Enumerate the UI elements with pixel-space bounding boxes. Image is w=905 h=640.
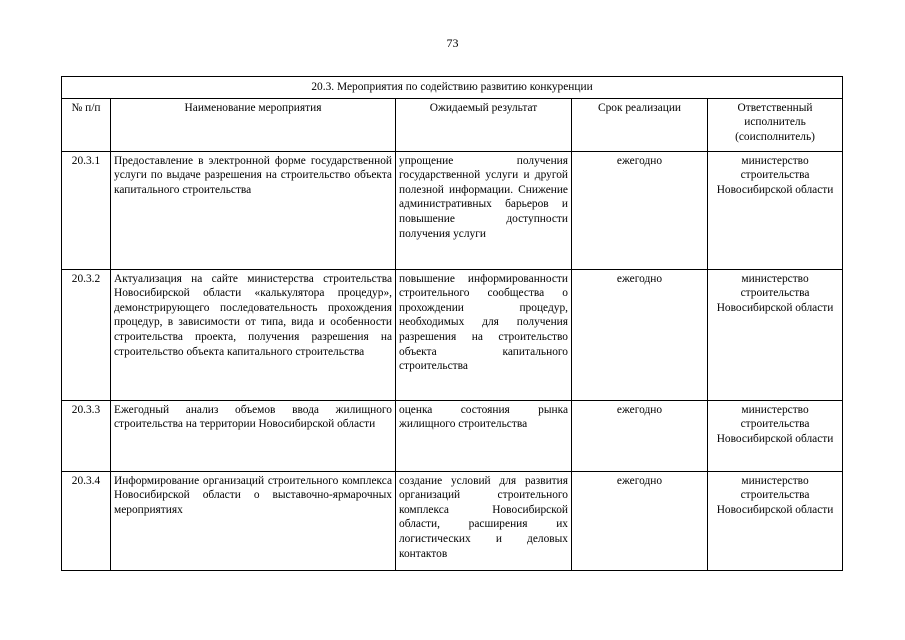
row-executor: министерство строительства Новосибирской области [708, 400, 843, 471]
row-term: ежегодно [572, 151, 708, 269]
row-term: ежегодно [572, 400, 708, 471]
row-executor: министерство строительства Новосибирской области [708, 471, 843, 570]
header-result: Ожидаемый результат [396, 98, 572, 151]
section-title: 20.3. Мероприятия по содействию развитию конкуренции [62, 77, 843, 99]
row-num: 20.3.2 [62, 269, 111, 400]
header-executor: Ответственный исполнитель (соисполнитель) [708, 98, 843, 151]
table-row [62, 400, 843, 471]
row-result: оценка состояния рынка жилищного строительства [396, 400, 572, 471]
page-number: 73 [446, 36, 459, 50]
table-row [62, 269, 843, 400]
row-name: Информирование организаций строительного комплекса Новосибирской области о выставочно-ярмарочных мероприятиях [111, 471, 396, 570]
row-name: Ежегодный анализ объемов ввода жилищного строительства на территории Новосибирской области [111, 400, 396, 471]
row-executor: министерство строительства Новосибирской области [708, 151, 843, 269]
measures-table [61, 76, 843, 571]
header-num: № п/п [62, 98, 111, 151]
row-executor: министерство строительства Новосибирской области [708, 269, 843, 400]
row-name: Предоставление в электронной форме государственной услуги по выдаче разрешения на строительство объекта капитального строительства [111, 151, 396, 269]
header-row [62, 98, 843, 151]
row-term: ежегодно [572, 471, 708, 570]
row-result: упрощение получения государственной услуги и другой полезной информации. Снижение административных барьеров и повышение доступности получения услуги [396, 151, 572, 269]
row-result: создание условий для развития организаций строительного комплекса Новосибирской области, расширения их логистических и деловых контактов [396, 471, 572, 570]
header-term: Срок реализации [572, 98, 708, 151]
row-name: Актуализация на сайте министерства строительства Новосибирской области «калькулятора процедур», демонстрирующего последовательность прохождения процедур, в зависимости от типа, вида и особенности строительства проекта, получения разрешения на строительство объекта капитального строительства [111, 269, 396, 400]
row-num: 20.3.3 [62, 400, 111, 471]
table-row [62, 471, 843, 570]
row-result: повышение информированности строительного сообщества о прохождении процедур, необходимых для получения разрешения на строительство объекта капитального строительства [396, 269, 572, 400]
section-title-row [62, 77, 843, 99]
row-term: ежегодно [572, 269, 708, 400]
table-row [62, 151, 843, 269]
row-num: 20.3.1 [62, 151, 111, 269]
row-num: 20.3.4 [62, 471, 111, 570]
header-name: Наименование мероприятия [111, 98, 396, 151]
